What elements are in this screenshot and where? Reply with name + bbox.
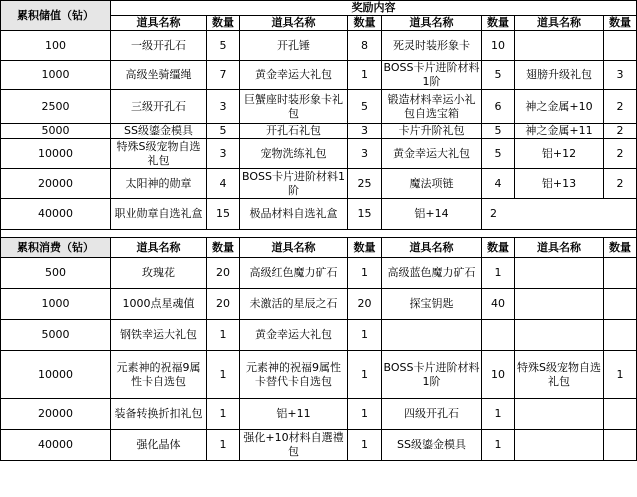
- item-qty-cell: 1: [207, 399, 240, 430]
- item-qty-cell: [604, 289, 637, 320]
- item-qty-cell: 20: [348, 289, 382, 320]
- item-qty-cell: 1: [604, 351, 637, 399]
- item-qty-cell: 7: [207, 61, 240, 90]
- item-qty-cell: 4: [482, 169, 515, 199]
- item-name-cell: SS级鎏金模具: [382, 430, 482, 461]
- item-qty-cell: 1: [348, 430, 382, 461]
- table-row: [1, 199, 637, 230]
- header-row: [1, 238, 637, 258]
- item-name-cell: 特殊S级宠物自选礼包: [111, 139, 207, 169]
- column-header: 道具名称: [240, 238, 348, 258]
- item-name-cell: 极品材料自选礼盒: [240, 199, 348, 230]
- item-name-cell: 高级红色魔力矿石: [240, 258, 348, 289]
- threshold-cell: 10000: [1, 351, 111, 399]
- table-row: [1, 351, 637, 399]
- item-name-cell: [515, 320, 604, 351]
- table-row: [1, 289, 637, 320]
- item-name-cell: BOSS卡片进阶材料1阶: [382, 351, 482, 399]
- item-name-cell: 装备转换折扣礼包: [111, 399, 207, 430]
- column-header: 道具名称: [382, 16, 482, 31]
- table-row: [1, 320, 637, 351]
- item-name-cell: 元素神的祝福9属性卡替代卡自选包: [240, 351, 348, 399]
- item-qty-cell: 4: [207, 169, 240, 199]
- item-qty-cell: 20: [207, 289, 240, 320]
- item-name-cell: 未激活的星辰之石: [240, 289, 348, 320]
- item-name-cell: 翅膀升级礼包: [515, 61, 604, 90]
- threshold-cell: 1000: [1, 289, 111, 320]
- item-qty-cell: [604, 31, 637, 61]
- item-name-cell: 神之金属+11: [515, 124, 604, 139]
- table-row: [1, 430, 637, 461]
- item-qty-cell: [604, 320, 637, 351]
- item-name-cell: [382, 320, 482, 351]
- item-name-cell: 1000点星魂值: [111, 289, 207, 320]
- table-row: [1, 31, 637, 61]
- item-qty-cell: 3: [348, 124, 382, 139]
- item-name-cell: 强化晶体: [111, 430, 207, 461]
- item-qty-cell: 20: [207, 258, 240, 289]
- column-header: 数量: [482, 238, 515, 258]
- consume-section: [1, 230, 637, 258]
- item-name-cell: 玫瑰花: [111, 258, 207, 289]
- item-name-cell: 强化+10材料自選禮包: [240, 430, 348, 461]
- item-name-cell: BOSS卡片进阶材料1阶: [240, 169, 348, 199]
- item-name-cell: 魔法项链: [382, 169, 482, 199]
- item-name-cell: 职业勋章自选礼盒: [111, 199, 207, 230]
- threshold-cell: 5000: [1, 320, 111, 351]
- item-qty-cell: 15: [348, 199, 382, 230]
- threshold-cell: 500: [1, 258, 111, 289]
- section-title-row: [1, 1, 637, 16]
- item-qty-cell: 5: [207, 124, 240, 139]
- item-name-cell: BOSS卡片进阶材料1阶: [382, 61, 482, 90]
- item-qty-cell: [604, 258, 637, 289]
- item-name-cell: 巨蟹座时装形象卡礼包: [240, 90, 348, 124]
- column-header: 道具名称: [240, 16, 348, 31]
- item-qty-cell: 10: [482, 31, 515, 61]
- column-header: 道具名称: [111, 16, 207, 31]
- table-row: [1, 124, 637, 139]
- threshold-cell: 100: [1, 31, 111, 61]
- item-qty-cell: 2: [604, 169, 637, 199]
- item-name-cell: 神之金属+10: [515, 90, 604, 124]
- table-row: [1, 61, 637, 90]
- item-name-cell: 一级开孔石: [111, 31, 207, 61]
- reward-group-title: 奖励内容: [111, 1, 637, 16]
- column-header: 数量: [207, 238, 240, 258]
- item-qty-cell: 3: [348, 139, 382, 169]
- item-qty-cell: 1: [482, 258, 515, 289]
- item-qty-cell: 5: [482, 61, 515, 90]
- column-header: 道具名称: [515, 16, 604, 31]
- threshold-cell: 10000: [1, 139, 111, 169]
- column-header: 数量: [604, 16, 637, 31]
- item-name-cell: [515, 430, 604, 461]
- item-qty-cell: 10: [482, 351, 515, 399]
- item-name-cell: 黄金幸运大礼包: [382, 139, 482, 169]
- item-name-cell: 探宝钥匙: [382, 289, 482, 320]
- spacer-row: [1, 230, 637, 238]
- item-qty-cell: 5: [348, 90, 382, 124]
- item-name-cell: 黄金幸运大礼包: [240, 61, 348, 90]
- column-header: 数量: [482, 16, 515, 31]
- item-name-cell: 高级蓝色魔力矿石: [382, 258, 482, 289]
- recharge-rows: [1, 31, 637, 230]
- item-qty-cell: 1: [348, 61, 382, 90]
- item-name-cell: 钢铁幸运大礼包: [111, 320, 207, 351]
- item-qty-cell: 1: [207, 320, 240, 351]
- item-name-cell: SS级鎏金模具: [111, 124, 207, 139]
- item-qty-cell: 3: [207, 139, 240, 169]
- item-qty-cell: 1: [348, 399, 382, 430]
- item-qty-cell: 5: [207, 31, 240, 61]
- item-qty-cell: 6: [482, 90, 515, 124]
- column-header: 数量: [207, 16, 240, 31]
- table-row: [1, 399, 637, 430]
- threshold-cell: 20000: [1, 399, 111, 430]
- recharge-corner-label: 累积储值（钻）: [1, 1, 111, 31]
- item-qty-cell: 3: [207, 90, 240, 124]
- item-qty-cell: 2: [604, 139, 637, 169]
- item-qty-cell: 5: [482, 124, 515, 139]
- item-name-cell: [515, 258, 604, 289]
- table-row: [1, 90, 637, 124]
- item-qty-cell: [482, 320, 515, 351]
- item-name-cell: 黄金幸运大礼包: [240, 320, 348, 351]
- item-name-cell: 四级开孔石: [382, 399, 482, 430]
- item-name-cell: 死灵时装形象卡: [382, 31, 482, 61]
- threshold-cell: 40000: [1, 430, 111, 461]
- column-header: 道具名称: [111, 238, 207, 258]
- item-qty-cell: 1: [348, 258, 382, 289]
- item-name-cell: 铝+13: [515, 169, 604, 199]
- item-name-cell: 太阳神的勋章: [111, 169, 207, 199]
- table-row: [1, 139, 637, 169]
- column-header: 数量: [348, 238, 382, 258]
- item-qty-cell: 40: [482, 289, 515, 320]
- item-name-cell: 卡片升阶礼包: [382, 124, 482, 139]
- item-name-cell: 元素神的祝福9属性卡自选包: [111, 351, 207, 399]
- item-name-cell: 开孔石礼包: [240, 124, 348, 139]
- column-header: 数量: [348, 16, 382, 31]
- item-qty-cell: 1: [348, 320, 382, 351]
- item-qty-cell: 15: [207, 199, 240, 230]
- item-name-cell: 铝+14: [382, 199, 482, 230]
- recharge-section: [1, 1, 637, 31]
- consume-corner-label: 累积消费（钻）: [1, 238, 111, 258]
- item-name-cell: 高级坐骑缰绳: [111, 61, 207, 90]
- section-spacer: [1, 230, 637, 238]
- threshold-cell: 20000: [1, 169, 111, 199]
- item-qty-cell: [604, 430, 637, 461]
- item-name-cell: 铝+12: [515, 139, 604, 169]
- item-qty-cell: 2: [482, 199, 637, 230]
- item-qty-cell: 25: [348, 169, 382, 199]
- threshold-cell: 2500: [1, 90, 111, 124]
- item-qty-cell: 1: [482, 399, 515, 430]
- item-name-cell: 铝+11: [240, 399, 348, 430]
- item-name-cell: 锻造材料幸运小礼包自选宝箱: [382, 90, 482, 124]
- table-row: [1, 258, 637, 289]
- column-header: 道具名称: [515, 238, 604, 258]
- item-qty-cell: 5: [482, 139, 515, 169]
- item-qty-cell: 2: [604, 90, 637, 124]
- item-qty-cell: 2: [604, 124, 637, 139]
- threshold-cell: 40000: [1, 199, 111, 230]
- item-qty-cell: [604, 399, 637, 430]
- item-qty-cell: 1: [482, 430, 515, 461]
- item-name-cell: [515, 289, 604, 320]
- item-qty-cell: 1: [207, 351, 240, 399]
- item-name-cell: 特殊S级宠物自选礼包: [515, 351, 604, 399]
- threshold-cell: 5000: [1, 124, 111, 139]
- item-name-cell: 三级开孔石: [111, 90, 207, 124]
- item-qty-cell: 1: [207, 430, 240, 461]
- item-name-cell: [515, 31, 604, 61]
- item-qty-cell: 1: [348, 351, 382, 399]
- item-qty-cell: 8: [348, 31, 382, 61]
- item-name-cell: 宠物洗练礼包: [240, 139, 348, 169]
- column-header: 道具名称: [382, 238, 482, 258]
- table-row: [1, 169, 637, 199]
- item-name-cell: 开孔锤: [240, 31, 348, 61]
- consume-rows: [1, 258, 637, 461]
- item-name-cell: [515, 399, 604, 430]
- item-qty-cell: 3: [604, 61, 637, 90]
- threshold-cell: 1000: [1, 61, 111, 90]
- column-header: 数量: [604, 238, 637, 258]
